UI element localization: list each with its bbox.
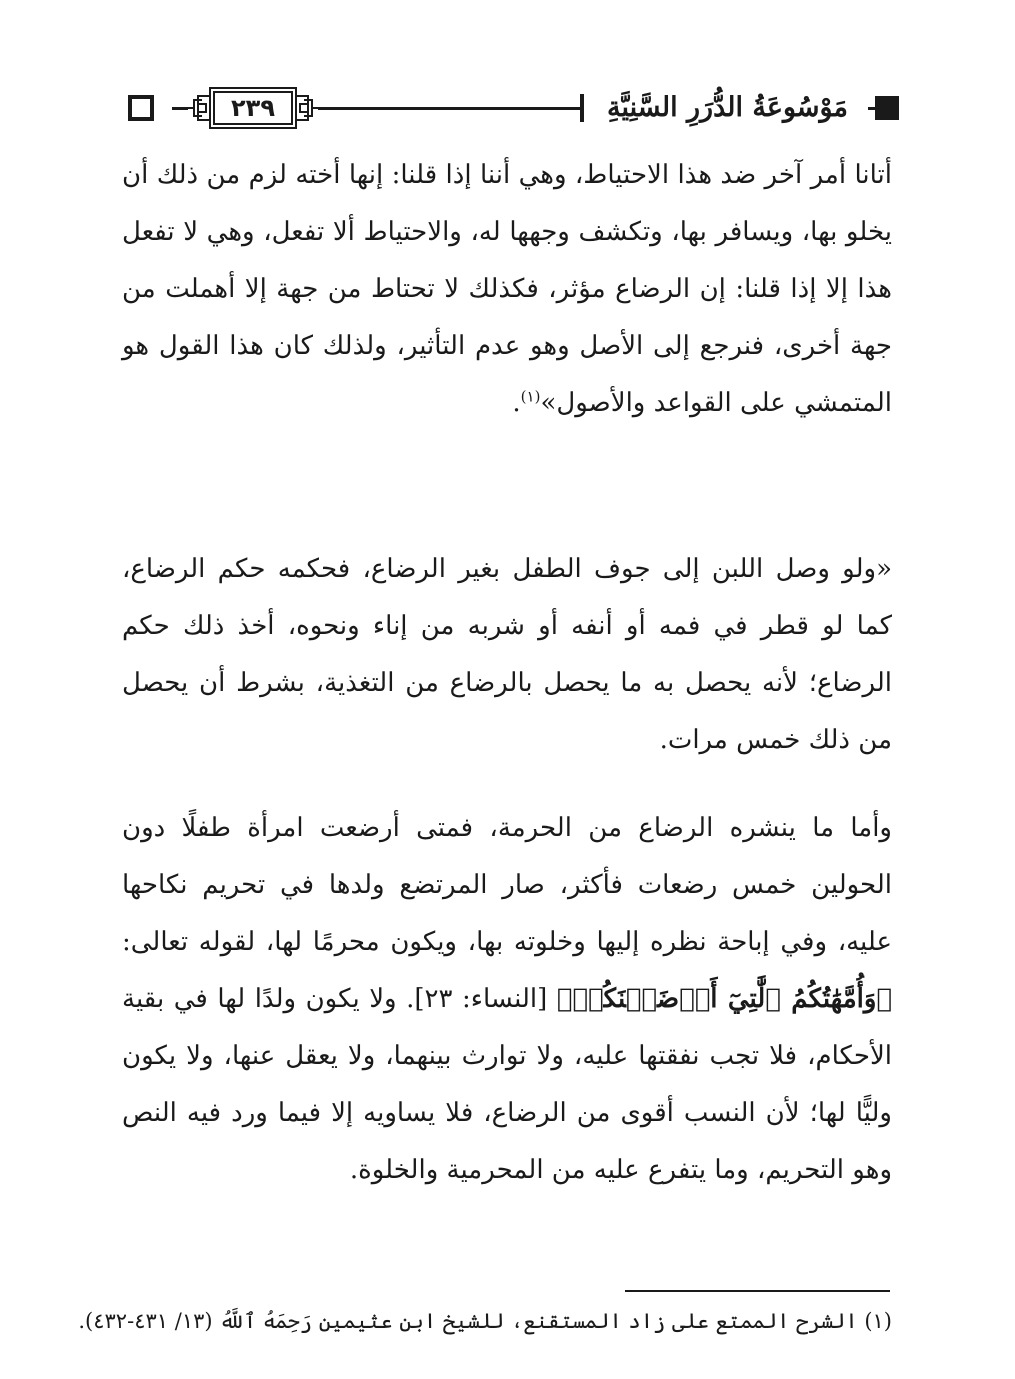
header-rule-middle: [318, 107, 580, 110]
paragraph-1-text: أتانا أمر آخر ضد هذا الاحتياط، وهي أننا إذا قلنا: إنها أخته لزم من ذلك أن يخلو بها، ويسافر بها، وتكشف وجهها له، والاحتياط ألا تفعل، وهي لا تفعل هذا إلا إذا قلنا: إن الرضاع مؤثر، فكذلك لا تحتاط من جهة إلا أهملت من جهة أخرى، فنرجع إلى الأصل وهو عدم التأثير، ولذلك كان هذا القول هو المتمشي على القواعد والأصول»: [122, 160, 892, 418]
paragraph-3-after-verse: [النساء: ٢٣]. ولا يكون ولدًا لها في بقية الأحكام، فلا تجب نفقتها عليه، ولا توارث بينهما، ولا يعقل عنها، ولا يكون وليًّا لها؛ لأن النسب أقوى من الرضاع، فلا يساويه إلا فيما ورد فيه النص وهو التحريم، وما يتفرع عليه من المحرمية والخلوة.: [122, 984, 892, 1185]
quran-verse: ﴿وَأُمَّهَٰتُكُمُ ٱلَّٰتِيٓ أَرۡضَعۡنَكُمۡ﴾: [556, 984, 892, 1014]
paragraph-3: [122, 800, 892, 1199]
page-number: ٢٣٩: [231, 94, 275, 122]
footnote-reference[interactable]: (١): [520, 387, 541, 406]
hollow-square-ornament: [128, 95, 154, 121]
paragraph-1: [122, 147, 892, 432]
header-tick: [580, 94, 584, 122]
page-header: [120, 78, 895, 138]
header-rule-left: [172, 107, 188, 110]
solid-square-ornament: [875, 96, 899, 120]
footnote-separator: [625, 1290, 890, 1292]
book-title: مَوْسُوعَةُ الدُّرَرِ السَّنِيَّةِ: [607, 92, 848, 123]
header-rule-right: [868, 107, 875, 110]
paragraph-2: «ولو وصل اللبن إلى جوف الطفل بغير الرضاع، فحكمه حكم الرضاع، كما لو قطر في فمه أو أنفه أو شربه من إناء ونحوه، أخذ ذلك حكم الرضاع؛ لأنه يحصل به ما يحصل بالرضاع من التغذية، بشرط أن يحصل من ذلك خمس مرات.: [122, 554, 892, 755]
page-number-frame: [188, 85, 318, 131]
paragraph-1-end: .: [512, 388, 521, 418]
footnote: (١) الشرح الممتع على زاد المستقنع، للشيخ ابن عثيمين رَحِمَهُ ٱللَّهُ (١٣/ ٤٣١-٤٣٢).: [78, 1309, 892, 1333]
paragraph-3-before-verse: وأما ما ينشره الرضاع من الحرمة، فمتى أرضعت امرأة طفلًا دون الحولين خمس رضعات فأكثر، صار المرتضع ولدها في تحريم نكاحها عليه، وفي إباحة نظره إليها وخلوته بها، ويكون محرمًا لها، لقوله تعالى:: [122, 813, 892, 957]
